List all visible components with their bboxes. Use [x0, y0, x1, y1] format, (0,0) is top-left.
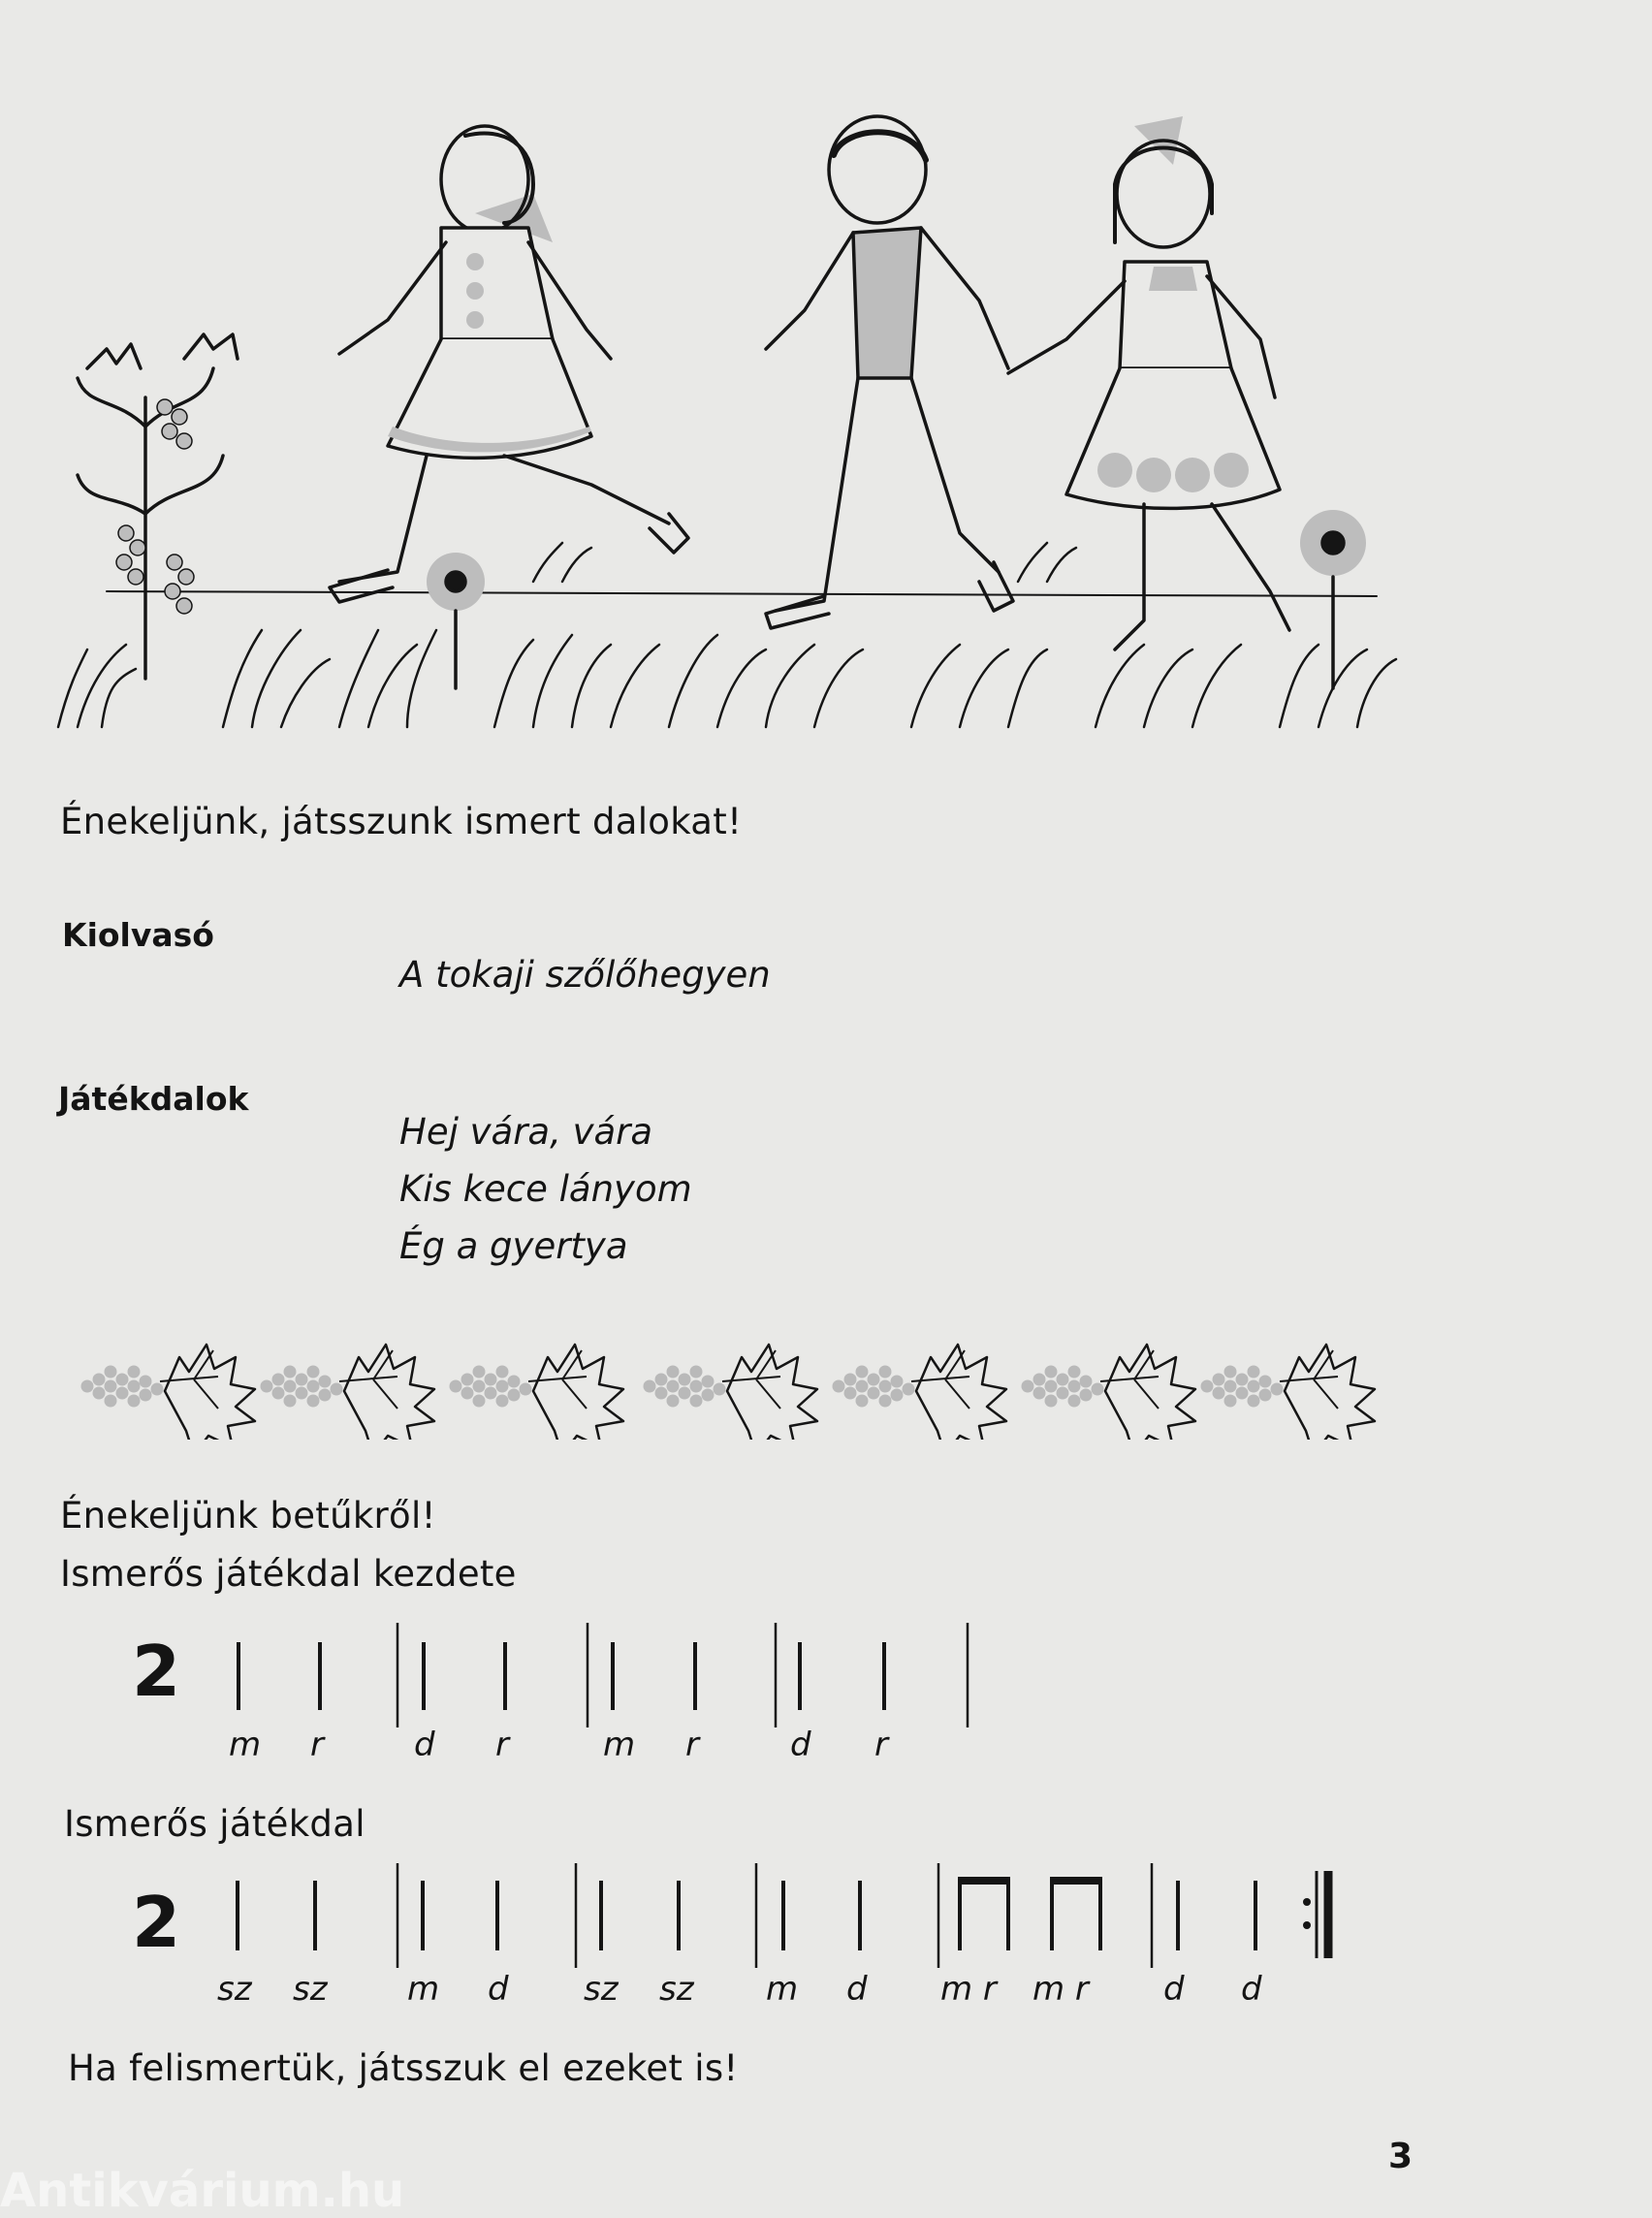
grape-leaf-icon: [644, 1345, 818, 1440]
boy-middle: [766, 116, 1013, 628]
solfege-syllable: m: [603, 1726, 636, 1764]
time-signature: 2: [132, 1631, 181, 1712]
grape-leaf-icon: [833, 1345, 1007, 1440]
grape-leaf-border: [58, 1323, 1415, 1440]
grape-leaf-icon: [1201, 1345, 1376, 1440]
jatekdalok-label: Játékdalok: [58, 1080, 249, 1118]
grape-leaf-icon: [1022, 1345, 1196, 1440]
solfege-syllable: r: [495, 1726, 509, 1764]
grape-leaf-icon: [450, 1345, 624, 1440]
rhythm-line-1: [0, 1609, 1066, 1764]
solfege-syllable: d: [1163, 1970, 1185, 2009]
girl-right: [1008, 116, 1289, 650]
solfege-syllable: sz: [217, 1970, 252, 2009]
grape-leaf-icon: [261, 1345, 435, 1440]
solfege-syllable: r: [685, 1726, 699, 1764]
kiolvaso-title: A tokaji szőlőhegyen: [399, 954, 771, 996]
flower-icon: [1300, 510, 1366, 688]
jatekdal-item: Hej vára, vára: [399, 1111, 653, 1153]
solfege-syllable: d: [846, 1970, 868, 2009]
solfege-syllable: d: [790, 1726, 811, 1764]
solfege-syllable: m r: [940, 1970, 997, 2009]
solfege-syllable: m: [407, 1970, 440, 2009]
line1-title: Ismerős játékdal kezdete: [60, 1553, 517, 1595]
solfege-syllable: sz: [659, 1970, 694, 2009]
jatekdal-item: Kis kece lányom: [399, 1168, 692, 1210]
grapevine-icon: [78, 334, 238, 679]
solfege-syllable: d: [1241, 1970, 1262, 2009]
solfege-syllable: m: [229, 1726, 262, 1764]
solfege-syllable: sz: [584, 1970, 619, 2009]
jatekdal-item: Ég a gyertya: [399, 1225, 628, 1267]
section-heading: Énekeljünk, játsszunk ismert dalokat!: [60, 801, 743, 842]
solfege-syllable: d: [488, 1970, 509, 2009]
eighth-note-pair: [958, 1879, 1010, 1950]
solfege-syllable: r: [310, 1726, 324, 1764]
eighth-note-pair: [1050, 1879, 1102, 1950]
solfege-syllable: d: [414, 1726, 435, 1764]
exercise-heading: Énekeljünk betűkről!: [60, 1495, 436, 1537]
flower-icon: [427, 553, 485, 688]
footer-instruction: Ha felismertük, játsszuk el ezeket is!: [68, 2047, 739, 2089]
children-illustration: [48, 107, 1406, 737]
repeat-sign: [1303, 1871, 1328, 1958]
grape-leaf-icon: [81, 1345, 256, 1440]
page-number: 3: [1388, 2137, 1414, 2176]
time-signature: 2: [132, 1882, 181, 1963]
solfege-syllable: m r: [1032, 1970, 1089, 2009]
solfege-syllable: r: [874, 1726, 888, 1764]
girl-left: [330, 126, 688, 602]
solfege-syllable: sz: [293, 1970, 328, 2009]
kiolvaso-label: Kiolvasó: [62, 916, 214, 954]
solfege-syllable: m: [766, 1970, 799, 2009]
line2-title: Ismerős játékdal: [64, 1803, 365, 1845]
watermark: Antikvárium.hu: [0, 2164, 405, 2218]
